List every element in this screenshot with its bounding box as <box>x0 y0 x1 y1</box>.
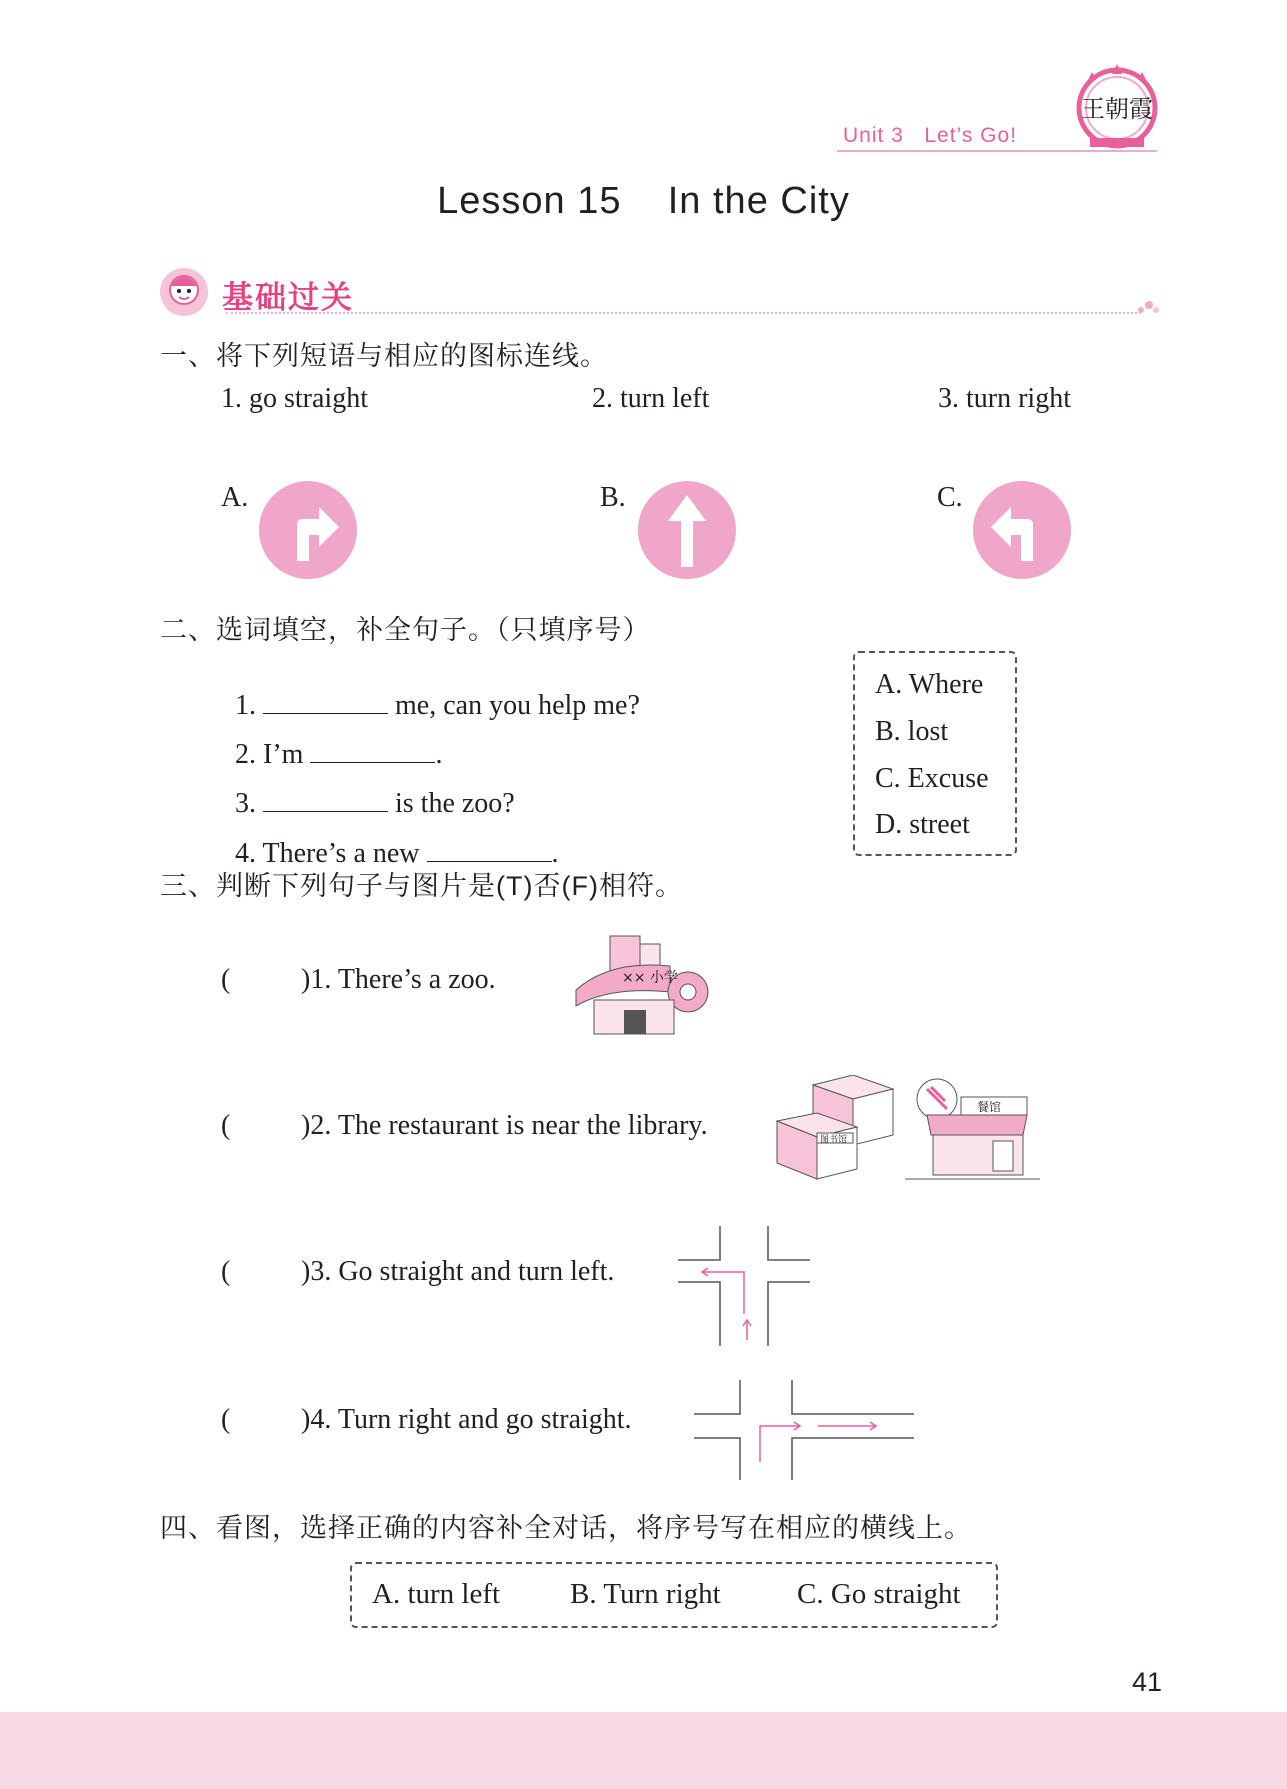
restaurant-sign-text: 餐馆 <box>977 1100 1002 1114</box>
section-banner-label: 基础过关 <box>222 280 354 315</box>
q3-statement: )1. There’s a zoo. <box>301 964 496 995</box>
turn-right-arrow-icon <box>259 481 357 579</box>
banner-divider <box>226 312 1141 314</box>
q2-heading: 二、选词填空，补全句子。（只填序号） <box>160 615 651 645</box>
word-bank-box <box>853 651 1017 856</box>
logo-text: 王朝霞 <box>1081 95 1153 123</box>
answer-paren[interactable]: ( <box>221 1404 231 1435</box>
q4-options-box <box>350 1562 998 1628</box>
library-building-picture <box>773 1075 903 1185</box>
q1-heading: 一、将下列短语与相应的图标连线。 <box>160 341 608 371</box>
footer-band <box>0 1712 1287 1789</box>
q3-statement: )2. The restaurant is near the library. <box>301 1110 708 1141</box>
q4-heading: 四、看图，选择正确的内容补全对话，将序号写在相应的横线上。 <box>160 1513 972 1543</box>
q2-sentence: 1. me, can you help me? <box>235 690 640 721</box>
library-sign-text: 图书馆 <box>820 1135 848 1145</box>
school-picture <box>570 930 726 1036</box>
unit-label: Unit 3 Let’s Go! <box>843 124 1018 147</box>
q2-sentence: 3. is the zoo? <box>235 788 515 819</box>
q4-option: A. turn left <box>372 1578 501 1610</box>
crossroad-left-picture <box>678 1224 810 1348</box>
word-option: B. lost <box>875 716 949 747</box>
q1-icon-label: B. <box>600 482 626 513</box>
q1-phrase: 3. turn right <box>938 383 1071 414</box>
answer-paren[interactable]: ( <box>221 964 231 995</box>
teacher-avatar-icon <box>158 266 210 318</box>
answer-paren[interactable]: ( <box>221 1256 231 1287</box>
q1-phrase: 2. turn left <box>592 383 710 414</box>
word-option: A. Where <box>875 669 984 700</box>
header-divider <box>837 150 1157 152</box>
q3-statement: )3. Go straight and turn left. <box>301 1256 615 1287</box>
q3-statement: )4. Turn right and go straight. <box>301 1404 632 1435</box>
word-option: D. street <box>875 809 970 840</box>
word-option: C. Excuse <box>875 763 989 794</box>
answer-blank[interactable] <box>427 861 552 862</box>
publisher-logo <box>1072 60 1162 150</box>
answer-paren[interactable]: ( <box>221 1110 231 1141</box>
page-number: 41 <box>1132 1667 1163 1697</box>
q1-icon-label: C. <box>937 482 963 513</box>
q4-option: B. Turn right <box>570 1578 721 1610</box>
crossroad-right-picture <box>694 1378 916 1482</box>
decorative-dots-icon <box>1136 299 1160 315</box>
restaurant-picture <box>905 1075 1040 1185</box>
q3-heading: 三、判断下列句子与图片是(T)否(F)相符。 <box>160 871 683 901</box>
q4-option: C. Go straight <box>797 1578 961 1610</box>
straight-arrow-icon <box>638 481 736 579</box>
turn-left-arrow-icon <box>973 481 1071 579</box>
q2-sentence: 4. There’s a new . <box>235 838 559 869</box>
q2-sentence: 2. I’m . <box>235 739 443 770</box>
q1-icon-label: A. <box>221 482 249 513</box>
lesson-title: Lesson 15 In the City <box>437 180 850 222</box>
q1-phrase: 1. go straight <box>221 383 368 414</box>
school-sign-text: ×× 小学 <box>622 970 678 986</box>
